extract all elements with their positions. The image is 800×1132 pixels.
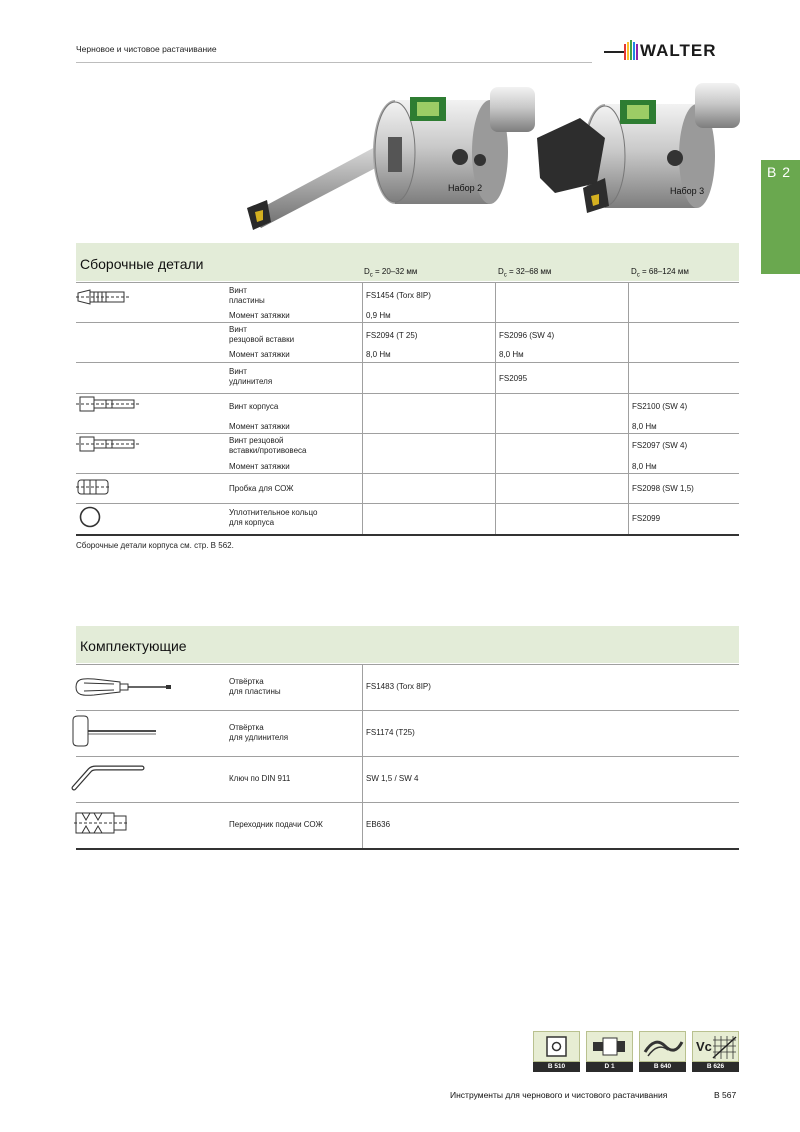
table-rule <box>76 473 739 474</box>
insert-screw-drawing <box>76 287 132 307</box>
assembly-row-label: Винт резцовой вставки <box>229 325 295 344</box>
coolant-adapter-drawing <box>74 808 128 838</box>
coolant-plug-drawing <box>76 478 112 496</box>
assembly-row-label: Винт пластины <box>229 286 265 305</box>
assembly-cell-c1: 8,0 Нм <box>366 350 391 359</box>
assembly-cell-c3: FS2098 (SW 1,5) <box>632 484 694 493</box>
screwdriver-insert-drawing <box>74 676 174 698</box>
column-header-dc-20-32: $D_c = 20-32$ мм <box>364 267 418 279</box>
table-column-rule <box>362 664 363 848</box>
body-screw-drawing <box>76 395 142 413</box>
assembly-cell-c1: 0,9 Нм <box>366 311 391 320</box>
table-rule <box>76 282 739 283</box>
assembly-cell-c1: FS2094 (T 25) <box>366 331 418 340</box>
page-section-title: Черновое и чистовое растачивание <box>76 44 217 54</box>
table-rule <box>76 848 739 850</box>
accessory-row-value: FS1483 (Torx 8IP) <box>366 682 431 691</box>
table-rule <box>76 362 739 363</box>
assembly-row-label: Момент затяжки <box>229 422 290 431</box>
assembly-section-title: Сборочные детали <box>80 256 204 272</box>
hex-key-drawing <box>70 764 146 792</box>
assembly-row-label: Момент затяжки <box>229 462 290 471</box>
assembly-cell-c2: FS2096 (SW 4) <box>499 331 555 340</box>
product-photo-set-2 <box>245 82 535 232</box>
assembly-cell-c2: 8,0 Нм <box>499 350 524 359</box>
table-rule <box>76 802 739 803</box>
assembly-cell-c2: FS2095 <box>499 374 528 383</box>
ref-insert[interactable] <box>533 1031 580 1072</box>
column-header-dc-32-68: $D_c = 32-68$ мм <box>498 267 552 279</box>
screwdriver-extension-drawing <box>70 714 160 748</box>
photo-label-set-2: Набор 2 <box>448 183 483 193</box>
ref-adapter-label: D 1 <box>586 1062 633 1072</box>
accessory-row-label: Отвёртка для пластины <box>229 677 281 696</box>
insert-icon <box>533 1031 580 1062</box>
cutting-data-icon <box>692 1031 739 1062</box>
table-rule <box>76 534 739 536</box>
walter-logo <box>604 34 742 64</box>
table-rule <box>76 664 739 665</box>
page-number: B 567 <box>714 1090 737 1100</box>
assembly-cell-c3: FS2099 <box>632 514 661 523</box>
assembly-cell-c1: FS1454 (Torx 8IP) <box>366 291 431 300</box>
header-rule <box>76 62 592 63</box>
assembly-row-label: Момент затяжки <box>229 311 290 320</box>
table-rule <box>76 756 739 757</box>
ref-cutting-data-label: B 626 <box>692 1062 739 1072</box>
photo-label-set-3: Набор 3 <box>670 186 705 196</box>
assembly-cell-c3: FS2100 (SW 4) <box>632 402 688 411</box>
assembly-row-label: Пробка для СОЖ <box>229 484 294 493</box>
accessories-section-title: Комплектующие <box>80 638 187 654</box>
assembly-cell-c3: 8,0 Нм <box>632 462 657 471</box>
assembly-section-header <box>76 243 739 281</box>
table-rule <box>76 710 739 711</box>
cutting-data-icon-text: Vc <box>696 1039 712 1054</box>
assembly-row-label: Винт удлинителя <box>229 367 273 386</box>
assembly-row-label: Момент затяжки <box>229 350 290 359</box>
table-column-rule <box>495 282 496 534</box>
column-header-dc-68-124: $D_c = 68-124$ мм <box>631 267 689 279</box>
adapter-icon <box>586 1031 633 1062</box>
assembly-row-label: Винт корпуса <box>229 402 279 411</box>
product-photo-set-3 <box>535 78 745 218</box>
accessory-row-label: Ключ по DIN 911 <box>229 774 291 783</box>
o-ring-drawing <box>78 505 102 529</box>
accessory-row-label: Отвёртка для удлинителя <box>229 723 289 742</box>
ref-insert-label: B 510 <box>533 1062 580 1072</box>
reference-icons <box>533 1031 741 1072</box>
assembly-cell-c3: FS2097 (SW 4) <box>632 441 688 450</box>
accessories-section-header <box>76 626 739 663</box>
chapter-tab-label: B 2 <box>767 164 792 180</box>
walter-logo-text: WALTER <box>640 41 717 60</box>
accessory-row-value: FS1174 (T25) <box>366 728 415 737</box>
accessory-row-value: SW 1,5 / SW 4 <box>366 774 419 783</box>
ref-coolant[interactable] <box>639 1031 686 1072</box>
accessory-row-label: Переходник подачи СОЖ <box>229 820 323 829</box>
table-column-rule <box>628 282 629 534</box>
ref-adapter[interactable] <box>586 1031 633 1072</box>
ref-cutting-data[interactable] <box>692 1031 739 1072</box>
footer-chapter-title: Инструменты для чернового и чистового растачивания <box>450 1090 668 1100</box>
assembly-cell-c3: 8,0 Нм <box>632 422 657 431</box>
accessory-row-value: EB636 <box>366 820 391 829</box>
table-rule <box>76 433 739 434</box>
ref-coolant-label: B 640 <box>639 1062 686 1072</box>
coolant-icon <box>639 1031 686 1062</box>
table-rule <box>76 503 739 504</box>
chapter-tab[interactable] <box>761 160 800 274</box>
table-rule <box>76 393 739 394</box>
assembly-row-label: Винт резцовой вставки/противовеса <box>229 436 307 455</box>
table-rule <box>76 322 739 323</box>
table-column-rule <box>362 282 363 534</box>
assembly-row-label: Уплотнительное кольцо для корпуса <box>229 508 318 527</box>
assembly-note: Сборочные детали корпуса см. стр. B 562. <box>76 541 234 550</box>
insert-counterweight-screw-drawing <box>76 435 142 453</box>
